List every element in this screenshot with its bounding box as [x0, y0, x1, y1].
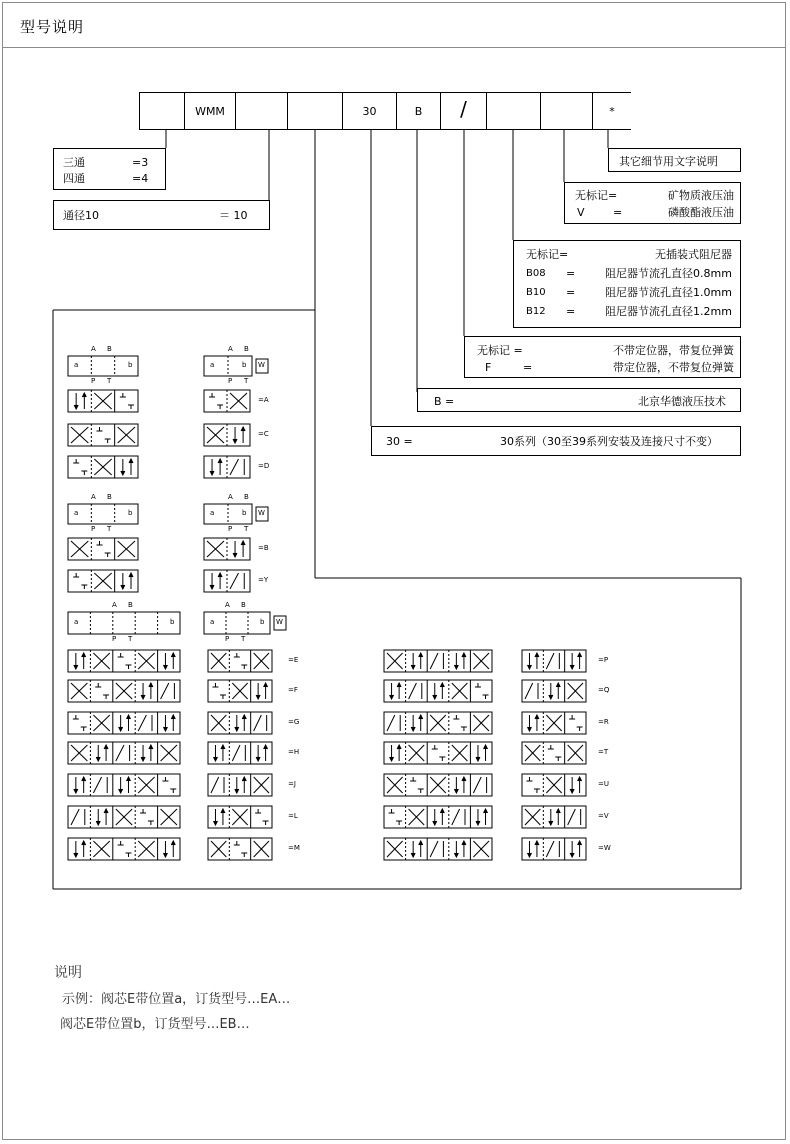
g3-right-spool-6-cell-5-arrow	[476, 821, 480, 825]
code-cell-text: /	[460, 97, 467, 121]
g3-left-spool-3-cell-3-arrow	[119, 727, 123, 731]
g3-right-spool-4-cell-1-arrow	[390, 757, 394, 761]
g3-mid-spool-6-cell-1-arrow	[221, 809, 225, 813]
ways-4-label: 四通	[63, 172, 85, 185]
g1-header-left-port-a: A	[91, 345, 96, 353]
g3-header-right-spring: W	[276, 618, 283, 626]
g3-mid-spool-5-body	[208, 774, 272, 796]
seal-r2-eq: =	[613, 206, 623, 219]
g3-left-spool-2-cell-4-arrow	[141, 695, 145, 699]
g3-far-spool-2-cell-1-path	[525, 683, 533, 699]
g3-left-spool-3-cell-3-arrow	[126, 715, 130, 719]
seal-option-box	[564, 182, 741, 224]
other-details-text: 其它细节用文字说明	[619, 155, 718, 168]
g1-code-3: =D	[258, 462, 270, 470]
g3-right-spool-6-cell-3-arrow	[440, 809, 444, 813]
g3-right-spool-3-cell-1-path	[387, 715, 395, 731]
g3-far-spool-5-cell-3-arrow	[570, 789, 574, 793]
orifice-r4-key: B12	[526, 306, 546, 317]
g3-far-spool-1-cell-2-path	[546, 653, 554, 669]
notes-line-1: 示例：阀芯E带位置a，订货型号…EA…	[62, 992, 291, 1007]
g3-far-spool-6-body	[522, 806, 586, 828]
g3-right-spool-7-cell-2-arrow	[411, 853, 415, 857]
g3-header-right-pos-b: b	[260, 618, 265, 626]
g3-code-right-1: =P	[598, 656, 609, 664]
g3-mid-spool-2-cell-3-arrow	[264, 683, 268, 687]
g3-far-spool-1-cell-1-arrow	[535, 653, 539, 657]
g2-code-1: =B	[258, 544, 269, 552]
g3-right-spool-6-cell-5-arrow	[484, 809, 488, 813]
detent-r2-key: F	[485, 361, 492, 374]
code-cell-9	[540, 92, 593, 130]
g3-far-spool-6-cell-3-path	[568, 809, 576, 825]
g3-left-spool-4-cell-4-arrow	[141, 757, 145, 761]
g3-code-right-3: =R	[598, 718, 609, 726]
g3-far-spool-7-cell-1-arrow	[535, 841, 539, 845]
g3-header-left-port-a: A	[112, 601, 117, 609]
size-label: 通径10	[63, 209, 99, 222]
detent-r1-value: 不带定位器，带复位弹簧	[613, 344, 734, 357]
g3-right-spool-1-cell-4-arrow	[454, 665, 458, 669]
g3-far-spool-6-cell-2-arrow	[556, 809, 560, 813]
seal-r2-key: V	[577, 206, 585, 219]
g3-right-spool-7-cell-3-path	[430, 841, 438, 857]
code-cell-text: 30	[362, 105, 377, 118]
g3-header-left-pos-a: a	[74, 618, 79, 626]
g3-right-spool-2-body	[384, 680, 492, 702]
g3-code-right-5: =U	[598, 780, 609, 788]
orifice-r2-eq: =	[566, 267, 576, 280]
g3-mid-spool-4-cell-2-path	[232, 745, 240, 761]
g3-right-spool-4-cell-5-arrow	[484, 745, 488, 749]
g3-code-left-7: =M	[288, 844, 300, 852]
g2-right-spool-1-cell-2-arrow	[241, 541, 245, 545]
g2-left-spool-1-body	[68, 538, 138, 560]
g3-left-spool-5-cell-2-path	[93, 777, 101, 793]
seal-r1-key: 无标记=	[575, 189, 618, 202]
g3-header-right-port-t: T	[241, 635, 246, 643]
code-cell-3	[235, 92, 288, 130]
g1-left-spool-1-cell-1-arrow	[82, 393, 86, 397]
g1-left-spool-1-cell-1-arrow	[74, 405, 78, 409]
g3-left-spool-5-cell-1-arrow	[82, 777, 86, 781]
g3-left-spool-1-cell-1-arrow	[82, 653, 86, 657]
g1-left-spool-3-cell-3-arrow	[121, 471, 125, 475]
g3-left-spool-6-cell-2-arrow	[96, 821, 100, 825]
g3-right-spool-2-cell-2-path	[409, 683, 417, 699]
size-option-box	[53, 200, 270, 230]
g3-left-spool-6-cell-1-path	[71, 809, 79, 825]
g2-right-spool-2-body	[204, 570, 250, 592]
size-value: ＝ 10	[219, 209, 248, 222]
orifice-r3-eq: =	[566, 286, 576, 299]
series-value: 30系列（30至39系列安装及连接尺寸不变）	[500, 435, 718, 448]
maker-key: B =	[434, 395, 455, 408]
detent-option-box	[464, 336, 741, 378]
g3-right-spool-1-cell-3-path	[430, 653, 438, 669]
g2-header-right-pos-a: a	[210, 509, 215, 517]
g3-mid-spool-5-cell-2-arrow	[242, 777, 246, 781]
detent-r1-key: 无标记 =	[477, 344, 523, 357]
code-cell-text: B	[414, 105, 423, 118]
g1-header-right-port-p: P	[228, 377, 233, 385]
g3-code-left-1: =E	[288, 656, 299, 664]
g3-far-spool-7-cell-3-arrow	[570, 853, 574, 857]
g3-left-spool-2-cell-5-path	[161, 683, 169, 699]
g3-far-spool-4-body	[522, 742, 586, 764]
g3-mid-spool-5-cell-1-path	[211, 777, 219, 793]
g2-header-right-port-p: P	[228, 525, 233, 533]
g2-header-left-port-t: T	[107, 525, 112, 533]
g3-header-right-pos-a: a	[210, 618, 215, 626]
g3-code-left-5: =J	[288, 780, 296, 788]
g3-mid-spool-4-cell-3-arrow	[264, 745, 268, 749]
g3-right-spool-4-cell-5-arrow	[476, 757, 480, 761]
g2-right-spool-1-cell-2-arrow	[233, 553, 237, 557]
g2-header-right-port-b: B	[244, 493, 249, 501]
g3-right-spool-7-cell-4-arrow	[454, 853, 458, 857]
g1-header-left-port-b: B	[107, 345, 112, 353]
g3-code-right-7: =W	[598, 844, 611, 852]
seal-r1-value: 矿物质液压油	[668, 189, 734, 202]
g3-far-spool-1-cell-3-arrow	[570, 665, 574, 669]
code-cell-5	[342, 92, 397, 130]
g3-header-left-port-t: T	[128, 635, 133, 643]
g3-left-spool-4-cell-2-arrow	[96, 757, 100, 761]
g3-left-spool-4-cell-4-arrow	[149, 745, 153, 749]
g3-left-spool-2-cell-4-arrow	[149, 683, 153, 687]
g3-right-spool-6-body	[384, 806, 492, 828]
orifice-r4-eq: =	[566, 305, 576, 318]
g3-header-left-body	[68, 612, 180, 634]
g3-left-spool-3-cell-5-arrow	[171, 715, 175, 719]
g3-right-spool-5-cell-5-path	[473, 777, 481, 793]
code-cell-4	[287, 92, 343, 130]
g3-right-spool-1-cell-2-arrow	[411, 665, 415, 669]
g3-code-left-6: =L	[288, 812, 298, 820]
g2-header-right-port-a: A	[228, 493, 233, 501]
g3-right-spool-2-cell-3-arrow	[440, 683, 444, 687]
g3-right-spool-2-cell-1-arrow	[397, 683, 401, 687]
g2-header-left-pos-a: a	[74, 509, 79, 517]
g1-right-spool-3-cell-1-arrow	[210, 471, 214, 475]
g3-left-spool-3-cell-4-path	[138, 715, 146, 731]
g3-far-spool-7-cell-2-path	[546, 841, 554, 857]
g3-left-spool-1-cell-5-arrow	[163, 665, 167, 669]
g3-header-left-port-b: B	[128, 601, 133, 609]
g2-header-left-pos-b: b	[128, 509, 133, 517]
code-cell-6	[396, 92, 441, 130]
orifice-r2-key: B08	[526, 268, 546, 279]
g1-header-right-port-a: A	[228, 345, 233, 353]
g3-right-spool-2-cell-3-arrow	[433, 695, 437, 699]
notes-heading: 说明	[54, 965, 82, 981]
g3-header-right-port-p: P	[225, 635, 230, 643]
g3-far-spool-2-body	[522, 680, 586, 702]
g1-left-spool-3-cell-3-arrow	[129, 459, 133, 463]
g3-far-spool-3-cell-1-arrow	[527, 727, 531, 731]
g3-left-spool-1-cell-1-arrow	[74, 665, 78, 669]
code-cell-2	[184, 92, 236, 130]
other-details-box	[608, 148, 741, 172]
g2-header-right-spring: W	[258, 509, 265, 517]
g1-header-right-spring: W	[258, 361, 265, 369]
g2-header-left-port-b: B	[107, 493, 112, 501]
g3-right-spool-7-cell-2-arrow	[419, 841, 423, 845]
series-key: 30 =	[386, 435, 413, 448]
orifice-r2-value: 阻尼器节流孔直径0.8mm	[605, 267, 732, 280]
g3-header-left-pos-b: b	[170, 618, 175, 626]
g1-header-right-port-b: B	[244, 345, 249, 353]
g3-left-spool-5-cell-1-arrow	[74, 789, 78, 793]
g1-header-right-pos-b: b	[242, 361, 247, 369]
g3-right-spool-5-cell-4-arrow	[462, 777, 466, 781]
code-cell-10	[592, 92, 631, 130]
g3-header-right-port-b: B	[241, 601, 246, 609]
detent-r2-value: 带定位器，不带复位弹簧	[613, 361, 734, 374]
g3-mid-spool-3-cell-2-arrow	[235, 727, 239, 731]
g1-header-left-pos-b: b	[128, 361, 133, 369]
g1-code-1: =A	[258, 396, 269, 404]
g3-mid-spool-3-body	[208, 712, 272, 734]
code-cell-7	[440, 92, 487, 130]
g1-header-left-pos-a: a	[74, 361, 79, 369]
g3-right-spool-7-cell-4-arrow	[462, 841, 466, 845]
g1-header-right-port-t: T	[244, 377, 249, 385]
g3-far-spool-6-cell-2-arrow	[549, 821, 553, 825]
g2-right-spool-2-cell-2-path	[230, 573, 239, 589]
maker-value: 北京华德液压技术	[638, 395, 726, 408]
g3-mid-spool-3-cell-3-path	[254, 715, 262, 731]
g2-left-spool-2-cell-3-arrow	[121, 585, 125, 589]
orifice-r3-value: 阻尼器节流孔直径1.0mm	[605, 286, 732, 299]
series-option-box	[371, 426, 741, 456]
g3-far-spool-5-cell-3-arrow	[578, 777, 582, 781]
g3-left-spool-7-cell-1-arrow	[74, 853, 78, 857]
code-cell-8	[486, 92, 541, 130]
g3-mid-spool-2-cell-3-arrow	[256, 695, 260, 699]
seal-r2-value: 磷酸酯液压油	[668, 206, 734, 219]
g3-right-spool-3-cell-2-arrow	[419, 715, 423, 719]
g3-mid-spool-5-cell-2-arrow	[235, 789, 239, 793]
g3-far-spool-2-cell-2-arrow	[556, 683, 560, 687]
ways-3-value: =3	[132, 156, 149, 169]
g3-left-spool-3-cell-5-arrow	[163, 727, 167, 731]
g2-header-right-port-t: T	[244, 525, 249, 533]
g3-far-spool-1-cell-1-arrow	[527, 665, 531, 669]
g1-right-spool-2-cell-2-arrow	[233, 439, 237, 443]
g3-far-spool-3-cell-1-arrow	[535, 715, 539, 719]
g3-left-spool-5-body	[68, 774, 180, 796]
g3-left-spool-7-cell-5-arrow	[163, 853, 167, 857]
g3-far-spool-7-cell-1-arrow	[527, 853, 531, 857]
g3-right-spool-6-cell-4-path	[452, 809, 460, 825]
g3-mid-spool-4-cell-1-arrow	[221, 745, 225, 749]
g3-header-left-port-p: P	[112, 635, 117, 643]
g3-left-spool-1-cell-5-arrow	[171, 653, 175, 657]
code-cell-text: WMM	[195, 105, 225, 118]
g2-code-2: =Y	[258, 576, 269, 584]
g1-header-left-port-t: T	[107, 377, 112, 385]
g1-right-spool-1-body	[204, 390, 250, 412]
g3-right-spool-6-cell-3-arrow	[433, 821, 437, 825]
g3-left-spool-7-cell-1-arrow	[82, 841, 86, 845]
g1-right-spool-2-cell-2-arrow	[241, 427, 245, 431]
g2-header-left-port-a: A	[91, 493, 96, 501]
g3-code-right-6: =V	[598, 812, 609, 820]
code-cell-text: *	[609, 105, 615, 118]
g1-right-spool-3-body	[204, 456, 250, 478]
g3-mid-spool-4-cell-3-arrow	[256, 757, 260, 761]
g3-left-spool-5-cell-3-arrow	[119, 789, 123, 793]
g1-header-right-pos-a: a	[210, 361, 215, 369]
orifice-r4-value: 阻尼器节流孔直径1.2mm	[605, 305, 732, 318]
g3-left-spool-7-cell-5-arrow	[171, 841, 175, 845]
detent-r2-eq: =	[523, 361, 533, 374]
g3-right-spool-5-cell-4-arrow	[454, 789, 458, 793]
g3-left-spool-6-cell-2-arrow	[104, 809, 108, 813]
g1-right-spool-3-cell-2-path	[230, 459, 239, 475]
g1-right-spool-3-cell-1-arrow	[218, 459, 222, 463]
g3-header-right-port-a: A	[225, 601, 230, 609]
g3-right-spool-1-cell-2-arrow	[419, 653, 423, 657]
g2-header-right-pos-b: b	[242, 509, 247, 517]
g3-left-spool-7-body	[68, 838, 180, 860]
g3-right-spool-2-cell-1-arrow	[390, 695, 394, 699]
code-cell-1	[139, 92, 185, 130]
g3-mid-spool-4-cell-1-arrow	[213, 757, 217, 761]
g3-right-spool-4-cell-1-arrow	[397, 745, 401, 749]
g1-left-spool-2-body	[68, 424, 138, 446]
g3-right-spool-3-cell-2-arrow	[411, 727, 415, 731]
g3-code-right-2: =Q	[598, 686, 610, 694]
maker-option-box	[417, 388, 741, 412]
g2-header-left-port-p: P	[91, 525, 96, 533]
g3-left-spool-4-cell-2-arrow	[104, 745, 108, 749]
g3-far-spool-7-cell-3-arrow	[578, 841, 582, 845]
g3-left-spool-5-cell-3-arrow	[126, 777, 130, 781]
page-title: 型号说明	[20, 18, 85, 36]
orifice-option-box	[513, 240, 741, 328]
g3-far-spool-2-cell-2-arrow	[549, 695, 553, 699]
g3-mid-spool-6-cell-1-arrow	[213, 821, 217, 825]
g2-right-spool-2-cell-1-arrow	[210, 585, 214, 589]
g3-mid-spool-3-cell-2-arrow	[242, 715, 246, 719]
notes-section	[54, 962, 290, 1038]
g1-header-left-port-p: P	[91, 377, 96, 385]
g1-code-2: =C	[258, 430, 269, 438]
g2-left-spool-2-cell-3-arrow	[129, 573, 133, 577]
g3-mid-spool-7-body	[208, 838, 272, 860]
g3-far-spool-1-cell-3-arrow	[578, 653, 582, 657]
g3-code-left-4: =H	[288, 748, 300, 756]
orifice-r1-key: 无标记=	[526, 248, 569, 261]
orifice-r1-value: 无插装式阻尼器	[655, 248, 732, 261]
g3-mid-spool-1-body	[208, 650, 272, 672]
g3-code-left-3: =G	[288, 718, 300, 726]
g3-left-spool-4-cell-3-path	[116, 745, 124, 761]
g3-left-spool-1-body	[68, 650, 180, 672]
ways-3-label: 三通	[63, 156, 85, 169]
ways-option-box	[53, 148, 166, 190]
orifice-r3-key: B10	[526, 287, 546, 298]
g2-right-spool-2-cell-1-arrow	[218, 573, 222, 577]
g3-right-spool-4-body	[384, 742, 492, 764]
notes-line-2: 阀芯E带位置b，订货型号…EB…	[60, 1017, 250, 1032]
ways-4-value: =4	[132, 172, 149, 185]
g3-left-spool-3-body	[68, 712, 180, 734]
g3-code-right-4: =T	[598, 748, 609, 756]
g3-right-spool-1-cell-4-arrow	[462, 653, 466, 657]
g3-code-left-2: =F	[288, 686, 298, 694]
